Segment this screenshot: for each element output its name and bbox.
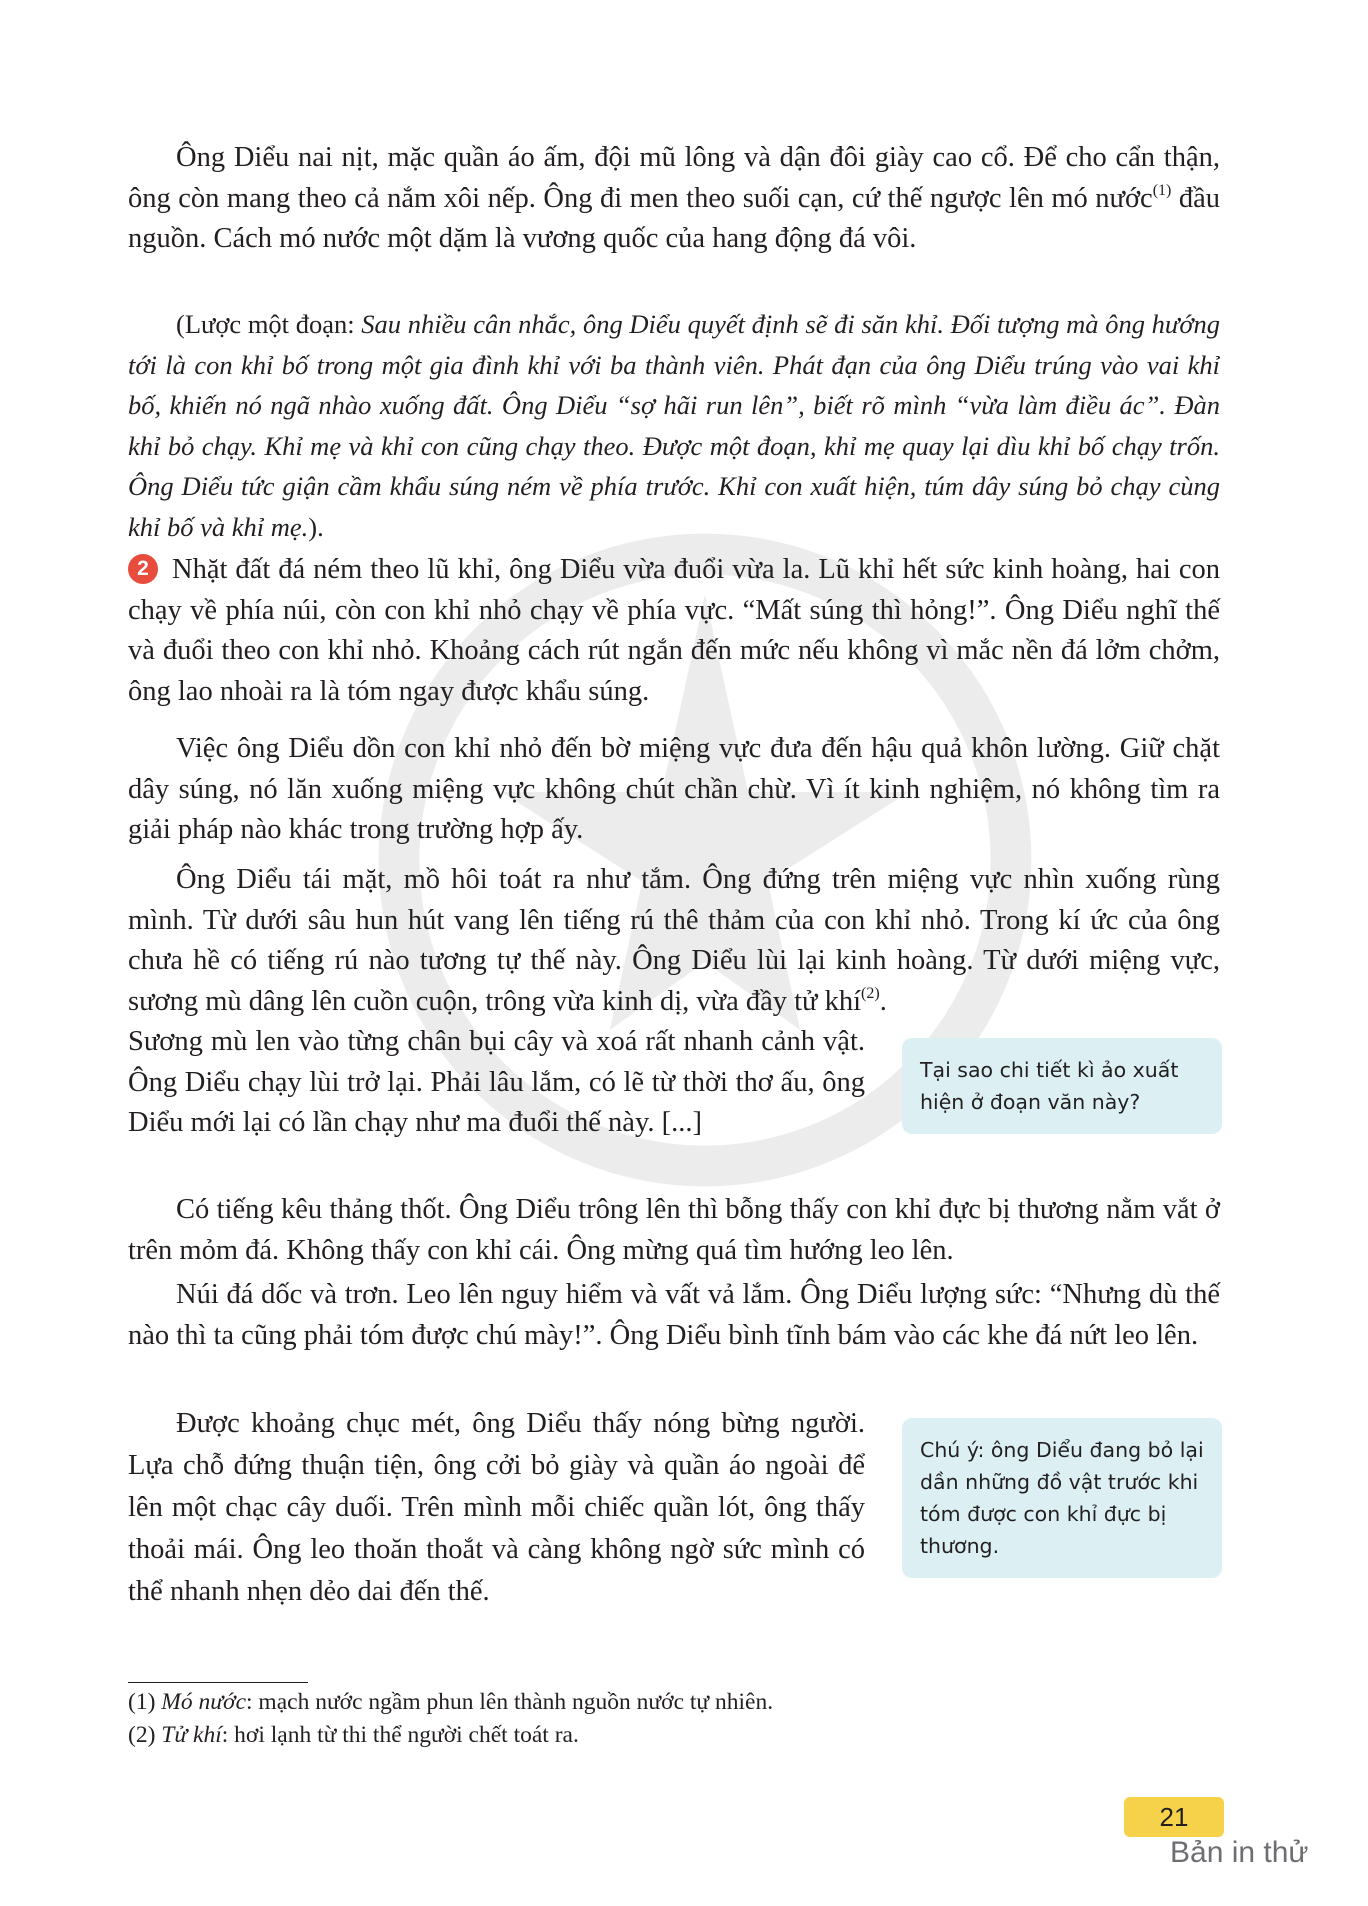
footnote-2: (2) Tử khí: hơi lạnh từ thi thể người chết toát ra. — [128, 1722, 579, 1748]
side-note-attention: Chú ý: ông Diểu đang bỏ lại dần những đồ vật trước khi tóm được con khỉ đực bị thương. — [902, 1418, 1222, 1578]
omitted-passage: (Lược một đoạn: Sau nhiều cân nhắc, ông Diểu quyết định sẽ đi săn khỉ. Đối tượng mà ông hướng tới là con khỉ bố trong một gia đình khỉ với ba thành viên. Phát đạn của ông Diểu trúng vào vai khỉ bố, khiến nó ngã nhào xuống đất. Ông Diểu “sợ hãi run lên”, biết rõ mình “vừa làm điều ác”. Đàn khỉ bỏ chạy. Khỉ mẹ và khỉ con cũng chạy theo. Được một đoạn, khỉ mẹ quay lại dìu khỉ bố chạy trốn. Ông Diểu tức giận cầm khẩu súng ném về phía trước. Khỉ con xuất hiện, túm dây súng bỏ chạy cùng khỉ bố và khỉ mẹ.). — [128, 309, 1220, 542]
paragraph-1: Ông Diểu nai nịt, mặc quần áo ấm, đội mũ lông và dận đôi giày cao cổ. Để cho cẩn thận, ông còn mang theo cả nắm xôi nếp. Ông đi men theo suối cạn, cứ thế ngược lên mó nước$^{(1)}$ đầu nguồn. Cách mó nước một dặm là vương quốc của hang động đá vôi. — [128, 142, 1220, 254]
paragraph-6: Núi đá dốc và trơn. Leo lên nguy hiểm và vất vả lắm. Ông Diểu lượng sức: “Nhưng dù thế nào thì ta cũng phải tóm được chú mày!”. Ông Diểu bình tĩnh bám vào các khe đá nứt leo lên. — [128, 1279, 1220, 1351]
proof-label: Bản in thử — [1170, 1836, 1309, 1869]
paragraph-4-continued: Sương mù len vào từng chân bụi cây và xoá rất nhanh cảnh vật. Ông Diểu chạy lùi trở lại. Phải lâu lắm, có lẽ từ thời thơ ấu, ông Diểu mới lại có lần chạy như ma đuổi thế này. [...] — [128, 1026, 865, 1138]
paragraph-4: Ông Diểu tái mặt, mồ hôi toát ra như tắm. Ông đứng trên miệng vực nhìn xuống rùng mình. Từ dưới sâu hun hút vang lên tiếng rú thê thảm của con khỉ nhỏ. Trong kí ức của ông chưa hề có tiếng rú nào tương tự thế này. Ông Diểu lùi lại kinh hoàng. Từ dưới miệng vực, sương mù dâng lên cuồn cuộn, trông vừa kinh dị, vừa đầy tử khí$^{(2)}$. — [128, 864, 1220, 1017]
paragraph-3: Việc ông Diểu dồn con khỉ nhỏ đến bờ miệng vực đưa đến hậu quả khôn lường. Giữ chặt dây súng, nó lăn xuống miệng vực không chút chần chừ. Vì ít kinh nghiệm, nó không tìm ra giải pháp nào khác trong trường hợp ấy. — [128, 733, 1220, 845]
side-note-question: Tại sao chi tiết kì ảo xuất hiện ở đoạn văn này? — [902, 1038, 1222, 1134]
footnote-divider — [128, 1682, 308, 1683]
section-number-badge: 2 — [128, 554, 158, 584]
page-number: 21 — [1124, 1797, 1224, 1837]
footnote-1: (1) Mó nước: mạch nước ngầm phun lên thành nguồn nước tự nhiên. — [128, 1689, 774, 1715]
paragraph-7: Được khoảng chục mét, ông Diểu thấy nóng bừng người. Lựa chỗ đứng thuận tiện, ông cởi bỏ giày và quần áo ngoài để lên một chạc cây duối. Trên mình mỗi chiếc quần lót, ông thấy thoải mái. Ông leo thoăn thoắt và càng không ngờ sức mình có thể nhanh nhẹn dẻo dai đến thế. — [128, 1408, 865, 1607]
paragraph-2: 2 Nhặt đất đá ném theo lũ khỉ, ông Diểu vừa đuổi vừa la. Lũ khỉ hết sức kinh hoàng, hai con chạy về phía núi, còn con khỉ nhỏ chạy về phía vực. “Mất súng thì hỏng!”. Ông Diểu nghĩ thế và đuổi theo con khỉ nhỏ. Khoảng cách rút ngắn đến mức nếu không vì mắc nền đá lởm chởm, ông lao nhoài ra là tóm ngay được khẩu súng. — [128, 554, 1220, 707]
paragraph-5: Có tiếng kêu thảng thốt. Ông Diểu trông lên thì bỗng thấy con khỉ đực bị thương nằm vắt ở trên mỏm đá. Không thấy con khỉ cái. Ông mừng quá tìm hướng leo lên. — [128, 1194, 1220, 1266]
